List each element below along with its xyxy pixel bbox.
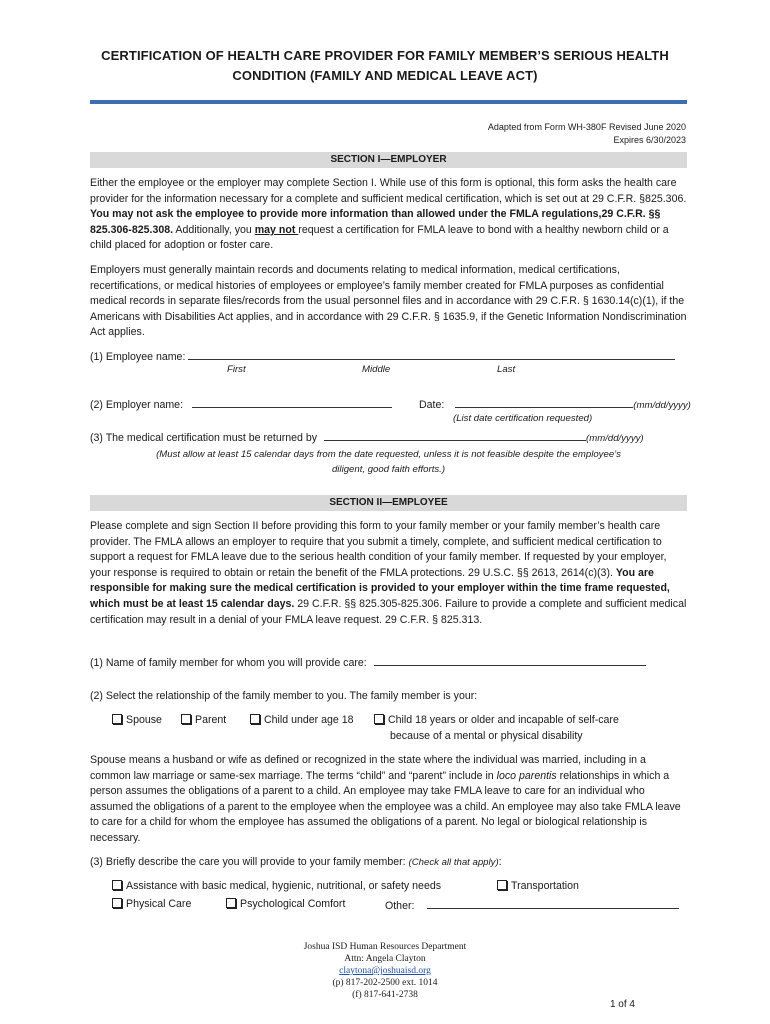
return-by-label: (3) The medical certification must be returned by xyxy=(90,432,318,444)
employee-name-label: (1) Employee name: xyxy=(90,351,186,363)
form-title-line1: CERTIFICATION OF HEALTH CARE PROVIDER FOR FAMILY MEMBER’S SERIOUS HEALTH xyxy=(101,48,669,63)
relationship-option-child-under-18[interactable] xyxy=(250,713,354,728)
care-question-colon: : xyxy=(498,856,502,868)
care-option-physical[interactable] xyxy=(112,897,191,912)
definition-text: Spouse means a husband or wife as defined or recognized in the state where the individual was married, including in a common law marriage or same-sex marriage. The terms “child” and “parent” include in xyxy=(90,754,646,782)
section2-intro xyxy=(90,519,688,628)
footer-attn: Attn: Angela Clayton xyxy=(344,954,426,964)
section2-intro-text2: 29 C.F.R. §§ 825.305-825.306. Failure to provide a complete and sufficient medical certification may result in a denial of your FMLA leave request. 29 C.F.R. § 825.313. xyxy=(90,597,687,626)
section1-intro xyxy=(90,176,688,254)
employer-name-field[interactable] xyxy=(192,396,392,408)
care-question xyxy=(90,855,502,870)
footer-fax: (f) 817-641-2738 xyxy=(352,990,418,1000)
parent-label: Parent xyxy=(195,714,227,726)
section2-intro-bold: You are responsible for making sure the medical certification is provided to your employer within the time frame requested, which must be at least 15 calendar days. xyxy=(90,566,670,610)
employer-name-row xyxy=(90,396,392,413)
spouse-checkbox[interactable] xyxy=(112,714,122,724)
section2-header: SECTION II—EMPLOYEE xyxy=(90,495,687,511)
parent-checkbox[interactable] xyxy=(181,714,191,724)
care-option-psychological[interactable] xyxy=(226,897,345,912)
return-date-format-hint: (mm/dd/yyyy) xyxy=(586,433,644,444)
care-option-transportation[interactable] xyxy=(497,879,579,894)
relationship-question: (2) Select the relationship of the family member to you. The family member is your: xyxy=(90,690,478,702)
return-by-row xyxy=(90,429,644,446)
child-over-18-checkbox[interactable] xyxy=(374,714,384,724)
care-option-assistance[interactable] xyxy=(112,879,441,894)
spouse-label: Spouse xyxy=(126,714,162,726)
return-by-date-field[interactable] xyxy=(324,429,586,441)
child-over-18-label: Child 18 years or older and incapable of self-care xyxy=(388,714,619,726)
adapted-from: Adapted from Form WH-380F Revised June 2020 xyxy=(487,122,686,132)
form-revision-info xyxy=(488,121,686,147)
care-option-other xyxy=(385,897,679,914)
section1-intro-text3: request a certification for FMLA leave to bond with a healthy newborn child or a child placed for adoption or foster care. xyxy=(90,223,669,252)
child-over-18-label-cont: because of a mental or physical disability xyxy=(390,730,583,742)
footer-phone: (p) 817-202-2500 ext. 1014 xyxy=(332,978,438,988)
employer-name-label: (2) Employer name: xyxy=(90,399,184,411)
psychological-comfort-checkbox[interactable] xyxy=(226,898,236,908)
care-question-label: (3) Briefly describe the care you will provide to your family member: xyxy=(90,856,409,868)
relationship-option-parent[interactable] xyxy=(181,713,226,728)
first-name-caption: First xyxy=(227,364,246,375)
page-number: 1 of 4 xyxy=(609,999,635,1010)
assistance-label: Assistance with basic medical, hygienic, nutritional, or safety needs xyxy=(126,880,442,892)
child-under-18-checkbox[interactable] xyxy=(250,714,260,724)
relationship-option-child-over-18[interactable] xyxy=(374,713,619,728)
section1-intro-text2: Additionally, you xyxy=(173,223,255,236)
date-requested-caption: (List date certification requested) xyxy=(453,413,593,424)
title-rule xyxy=(90,100,687,104)
form-title-line2: CONDITION (FAMILY AND MEDICAL LEAVE ACT) xyxy=(232,68,538,83)
footer-department: Joshua ISD Human Resources Department xyxy=(303,942,467,952)
footer-contact xyxy=(230,941,540,1001)
definition-text2: relationships in which a person assumes the obligations of a parent to a child. An employee may take FMLA leave to care for an individual who assumed the obligations of a parent to the employee when the employee was a child. An employee may also take FMLA leave to care for a child for whom the employee has assumed the obligations of a parent. No legal or biological relationship is necessary. xyxy=(90,769,681,844)
section2-intro-text: Please complete and sign Section II before providing this form to your family member or your family member’s health care provider. The FMLA allows an employer to require that you submit a timely, complete, and sufficient medical certification to support a request for FMLA leave due to the serious health condition of your family member. If requested by your employer, your response is required to obtain or retain the benefit of the FMLA protections. 29 U.S.C. §§ 2613, 2614(c)(3). xyxy=(90,520,667,579)
date-requested-field[interactable] xyxy=(455,396,633,408)
section1-header: SECTION I—EMPLOYER xyxy=(90,152,687,168)
expires: Expires 6/30/2023 xyxy=(613,135,686,145)
assistance-checkbox[interactable] xyxy=(112,880,122,890)
last-name-caption: Last xyxy=(497,364,516,375)
psychological-comfort-label: Psychological Comfort xyxy=(240,898,346,910)
employee-name-row xyxy=(90,348,675,365)
care-question-hint: (Check all that apply) xyxy=(408,857,499,868)
section1-records-paragraph: Employers must generally maintain records and documents relating to medical information, medical certifications, recertifications, or medical histories of employees or employee’s family member created for FMLA purposes as confidential medical records in separate files/records from the usual personnel files and in accordance with 29 C.F.R. § 1630.14(c)(1), if the Americans with Disabilities Act applies, and in accordance with 29 C.F.R. § 1635.9, if the Genetic Information Nondiscrimination Act applies. xyxy=(90,264,687,339)
transportation-checkbox[interactable] xyxy=(497,880,507,890)
date-label: Date: xyxy=(419,399,445,411)
return-by-note-line1: (Must allow at least 15 calendar days from the date requested, unless it is not feasible despite the employee’s xyxy=(156,449,621,460)
return-by-note-line2: diligent, good faith efforts.) xyxy=(331,464,446,475)
child-under-18-label: Child under age 18 xyxy=(264,714,354,726)
family-member-name-field[interactable] xyxy=(374,654,646,666)
footer-email-link[interactable]: claytona@joshuaisd.org xyxy=(339,966,431,976)
other-label: Other: xyxy=(385,900,415,912)
return-by-note xyxy=(90,447,687,477)
definition-loco-parentis: loco parentis xyxy=(496,769,557,782)
physical-care-checkbox[interactable] xyxy=(112,898,122,908)
section1-intro-text: Either the employee or the employer may complete Section I. While use of this form is optional, this form asks the health care provider for the information necessary for a complete and sufficient medical certification, which is set out at 29 C.F.R. §825.306. xyxy=(90,177,687,205)
date-format-hint: (mm/dd/yyyy) xyxy=(633,400,691,411)
physical-care-label: Physical Care xyxy=(126,898,192,910)
relationship-option-spouse[interactable] xyxy=(112,713,162,728)
relationship-definition xyxy=(90,753,688,847)
family-member-name-row xyxy=(90,654,646,671)
form-title xyxy=(90,46,680,86)
other-care-field[interactable] xyxy=(427,897,679,909)
employee-name-field[interactable] xyxy=(188,348,675,360)
transportation-label: Transportation xyxy=(511,880,579,892)
family-member-name-label: (1) Name of family member for whom you will provide care: xyxy=(90,657,367,669)
section1-intro-bold: You may not ask the employee to provide more information than allowed under the FMLA regulations,29 C.F.R. §§ 825.306-825.308. xyxy=(90,208,661,236)
middle-name-caption: Middle xyxy=(362,364,391,375)
date-requested-row xyxy=(419,396,691,413)
section1-intro-may-not: may not xyxy=(254,223,299,236)
